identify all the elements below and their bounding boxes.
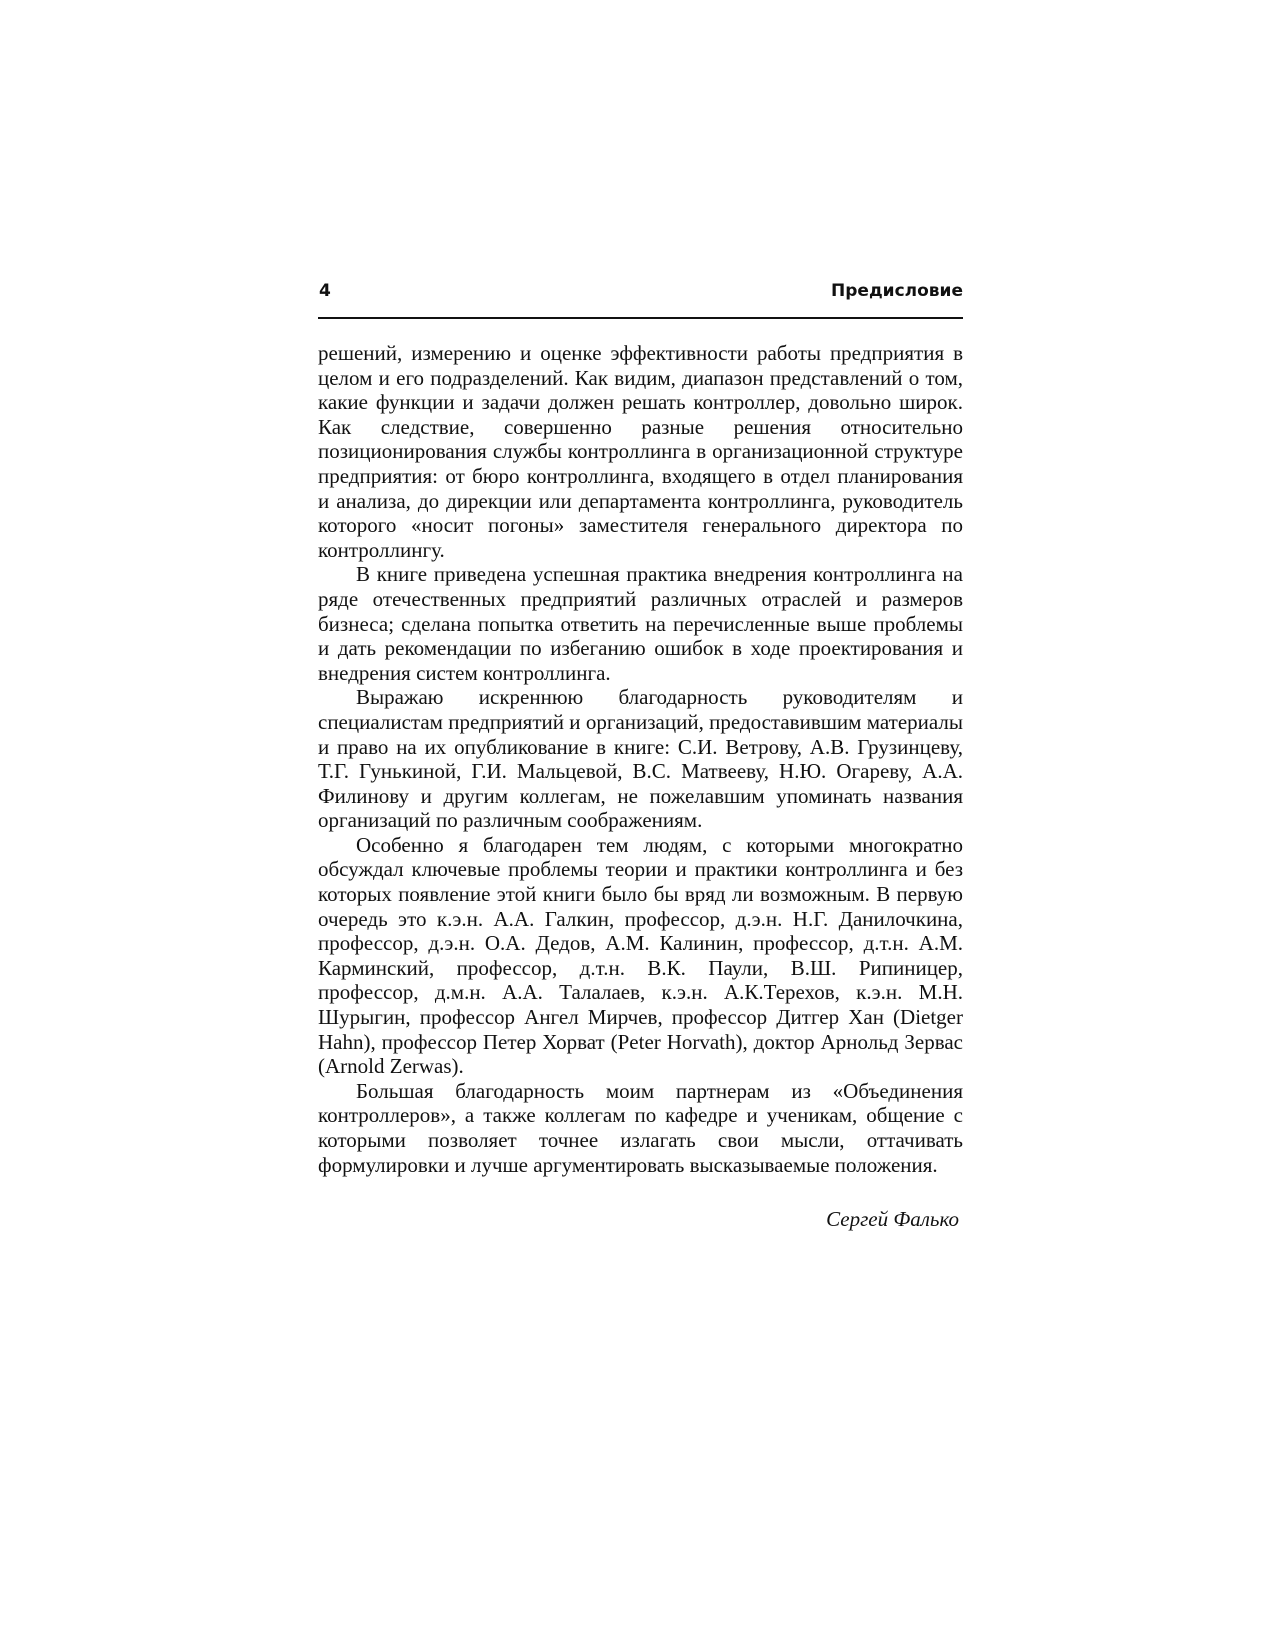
paragraph-practice: В книге приведена успешная практика внедрения контроллинга на ряде отечественных предприятий различных отраслей и размеров бизнеса; сделана попытка ответить на перечисленные выше проблемы и дать рекомендации по избеганию ошибок в ходе проектирования и внедрения систем контроллинга. — [318, 562, 963, 685]
section-title: Предисловие — [831, 281, 963, 301]
paragraph-continued: решений, измерению и оценке эффективности работы предприятия в целом и его подразделений. Как видим, диапазон представлений о том, какие функции и задачи должен решать контроллер, довольно широк. Как следствие, совершенно разные решения относительно позиционирования службы контроллинга в организационной структуре предприятия: от бюро контроллинга, входящего в отдел планирования и анализа, до дирекции или департамента контроллинга, руководитель которого «носит погоны» заместителя генерального директора по контроллингу. — [318, 341, 963, 562]
paragraph-partners: Большая благодарность моим партнерам из «Объединения контроллеров», а также коллегам по кафедре и ученикам, общение с которыми позволяет точнее излагать свои мысли, оттачивать формулировки и лучше аргументировать высказываемые положения. — [318, 1078, 963, 1177]
page-number: 4 — [319, 281, 331, 301]
running-header — [318, 280, 963, 319]
paragraph-colleagues: Особенно я благодарен тем людям, с которыми многократно обсуждал ключевые проблемы теории и практики контроллинга и без которых появление этой книги было бы вряд ли возможным. В первую очередь это к.э.н. А.А. Галкин, профессор, д.э.н. Н.Г. Данилочкина, профессор, д.э.н. О.А. Дедов, А.М. Калинин, профессор, д.т.н. А.М. Карминский, профессор, д.т.н. В.К. Паули, В.Ш. Рипиницер, профессор, д.м.н. А.А. Талалаев, к.э.н. А.К.Терехов, к.э.н. М.Н. Шурыгин, профессор Ангел Мирчев, профессор Дитгер Хан (Dietger Hahn), профессор Петер Хорват (Peter Horvath), доктор Арнольд Зервас (Arnold Zerwas). — [318, 832, 963, 1079]
paragraph-gratitude: Выражаю искреннюю благодарность руководителям и специалистам предприятий и организаций, предоставившим материалы и право на их опубликование в книге: С.И. Ветрову, А.В. Грузинцеву, Т.Г. Гунькиной, Г.И. Мальцевой, В.С. Матвееву, Н.Ю. Огареву, А.А. Филинову и другим коллегам, не пожелавшим упоминать названия организаций по различным соображениям. — [318, 685, 963, 833]
book-page — [318, 280, 963, 1232]
author-signature: Сергей Фалько — [826, 1207, 959, 1232]
body-text — [318, 341, 963, 1177]
